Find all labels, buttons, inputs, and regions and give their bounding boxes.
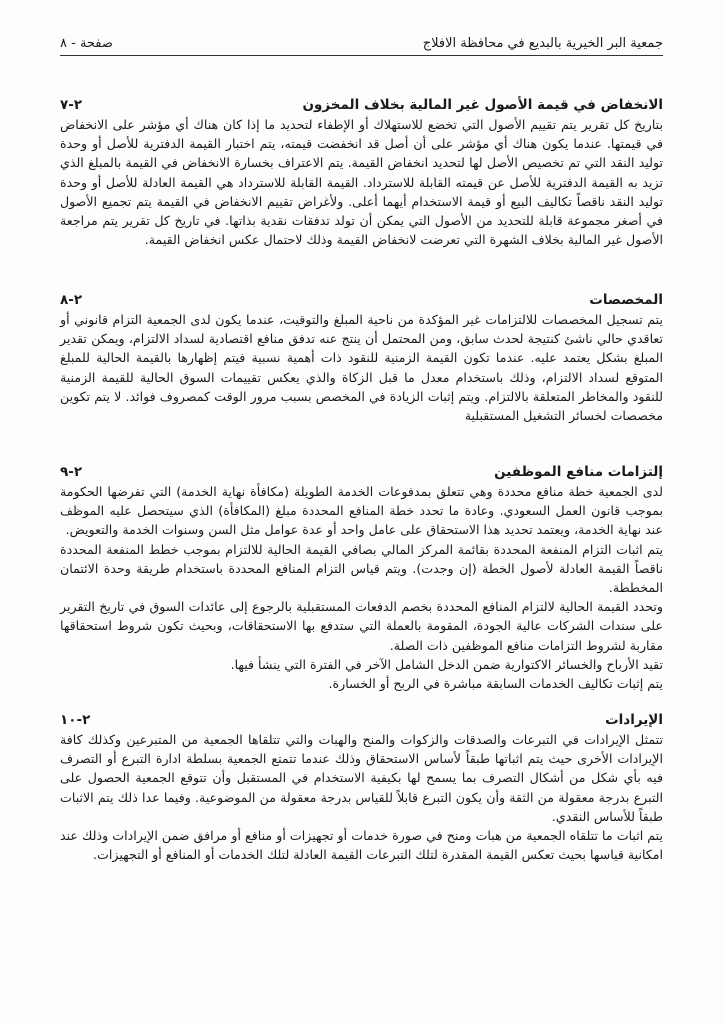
section-heading bbox=[60, 712, 663, 728]
section-heading bbox=[60, 97, 663, 113]
section-number: ٢-٨ bbox=[60, 292, 83, 308]
paragraph: تتمثل الإيرادات في التبرعات والصدقات والزكوات والمنح والهبات والتي تتلقاها الجمعية من المتبرعين وكذلك كافة الإيرادات الأخرى حيث يتم اثباتها طبقاً لأساس الاستحقاق وذلك عندما تتمتع الجمعية بسلطة ادارة التبرع أو التصرف فيه بأي شكل من أشكال التصرف بما يسمح لها بكيفية الاستخدام في المستقبل وأن تتوقع الجمعية الحصول على التبرع بدرجة معقولة من الثقة وأن يكون التبرع قابلاً للقياس بدرجة معقولة من الموضوعية. وفيما عدا ذلك يتم الاثبات طبقاً للأساس النقدي. bbox=[60, 732, 663, 824]
section-impairment bbox=[60, 97, 663, 249]
paragraph: بتاريخ كل تقرير يتم تقييم الأصول التي تخضع للاستهلاك أو الإطفاء لتحديد ما إذا كان هناك أي مؤشر على الانخفاض في قيمتها. عندما يكون هناك أي مؤشر على أن أصل قد انخفضت قيمته، يتم اختبار القيمة الدفترية للأصل أو وحدة توليد النقد التي تم تخصيص الأصل لها لتحديد انخفاض القيمة. يتم الاعتراف بخسارة الانخفاض في القيمة بالمبلغ الذي تزيد به القيمة الدفترية للأصل عن قيمته القابلة للاسترداد. القيمة القابلة للاسترداد هي القيمة العادلة للأصل أو وحدة توليد النقد ناقصاً تكاليف البيع أو قيمة الاستخدام أيهما أعلى. ولأغراض تقييم الانخفاض في القيمة يتم تجميع الأصول في أصغر مجموعة قابلة للتحديد من الأصول التي يمكن أن تولد تدفقات نقدية بذاتها. في تاريخ كل تقرير يتم مراجعة الأصول غير المالية بخلاف الشهرة التي تعرضت لانخفاض القيمة وذلك لاحتمال عكس انخفاض القيمة. bbox=[60, 117, 663, 248]
section-revenue bbox=[60, 712, 663, 864]
section-body bbox=[60, 730, 663, 864]
running-header bbox=[60, 36, 663, 56]
paragraph: يتم اثبات ما تتلقاه الجمعية من هبات ومنح في صورة خدمات أو تجهيزات أو منافع أو مرافق ضمن الإيرادات وذلك عند امكانية قياسها بحيث تعكس القيمة المقدرة لتلك التبرعات القيمة العادلة لتلك الخدمات أو المنافع أو التجهيزات. bbox=[60, 828, 663, 863]
paragraph: يتم إثبات تكاليف الخدمات السابقة مباشرة في الربح أو الخسارة. bbox=[328, 676, 663, 692]
paragraph: يتم تسجيل المخصصات للالتزامات غير المؤكدة من ناحية المبلغ والتوقيت، عندما يكون لدى الجمعية التزام قانوني أو تعاقدي حالي ناشئ كنتيجة لحدث سابق، ومن المحتمل أن ينتج عنه تدفق منافع اقتصادية لسداد الالتزام، ويمكن تقدير المبلغ بشكل يعتمد عليه. عندما تكون القيمة الزمنية للنقود ذات أهمية نسبية فيتم إظهارها بالقيمة الحالية للمبلغ المتوقع لسداد الالتزام، وذلك باستخدام معدل ما قبل الزكاة والذي يعكس تقييمات السوق الحالية للقيمة الزمنية للنقود والمخاطر المتعلقة بالالتزام. ويتم إثبات الزيادة في المخصص بسبب مرور الوقت كمصروف فوائد. لا يتم تكوين مخصصات لخسائر التشغيل المستقبلية bbox=[60, 312, 663, 424]
section-heading bbox=[60, 464, 663, 480]
section-body bbox=[60, 310, 663, 425]
section-title: إلتزامات منافع الموظفين bbox=[494, 464, 663, 480]
paragraph: لدى الجمعية خطة منافع محددة وهي تتعلق بمدفوعات الخدمة الطويلة (مكافأة نهاية الخدمة) التي تفرضها الحكومة بموجب قانون العمل السعودي. وعادة ما تحدد خطة المنافع المحددة مبلغ (المكافأة) الذي سيتحصل عليه الموظف عند نهاية الخدمة، ويعتمد تحديد هذا الاستحقاق على عامل واحد أو عدة عوامل مثل السن وسنوات الخدمة والتعويض. bbox=[60, 484, 663, 538]
section-body bbox=[60, 482, 663, 693]
organization-name: جمعية البر الخيرية بالبديع في محافظة الافلاج bbox=[422, 36, 663, 51]
section-title: المخصصات bbox=[589, 292, 663, 308]
section-title: الإيرادات bbox=[605, 712, 663, 728]
section-heading bbox=[60, 292, 663, 308]
section-title: الانخفاض في قيمة الأصول غير المالية بخلاف المخزون bbox=[302, 97, 663, 113]
paragraph: تقيد الأرباح والخسائر الاكتوارية ضمن الدخل الشامل الآخر في الفترة التي ينشأ فيها. bbox=[230, 656, 663, 672]
section-provisions bbox=[60, 292, 663, 425]
page-number: صفحة - ٨ bbox=[60, 36, 113, 51]
paragraph: وتحدد القيمة الحالية لالتزام المنافع المحددة بخصم الدفعات المستقبلية بالرجوع إلى عائدات السوق في تاريخ التقرير على سندات الشركات عالية الجودة، المقومة بالعملة التي ستدفع بها الاستحقاقات، وبحيث تكون شروط استحقاقها مقاربة لشروط التزامات منافع الموظفين ذات الصلة. bbox=[60, 599, 663, 653]
section-number: ٢-٩ bbox=[60, 464, 83, 480]
section-number: ٢-١٠ bbox=[60, 712, 91, 728]
paragraph: يتم اثبات التزام المنفعة المحددة بقائمة المركز المالي بصافي القيمة الحالية للالتزام بموجب خطط المنفعة المحددة ناقصاً القيمة العادلة لأصول الخطة (إن وجدت). ويتم قياس التزام المنافع المحددة باستخدام طريقة وحدة الائتمان المخططة. bbox=[60, 541, 663, 596]
section-employee-benefits bbox=[60, 464, 663, 693]
section-body bbox=[60, 115, 663, 249]
section-number: ٢-٧ bbox=[60, 97, 83, 113]
